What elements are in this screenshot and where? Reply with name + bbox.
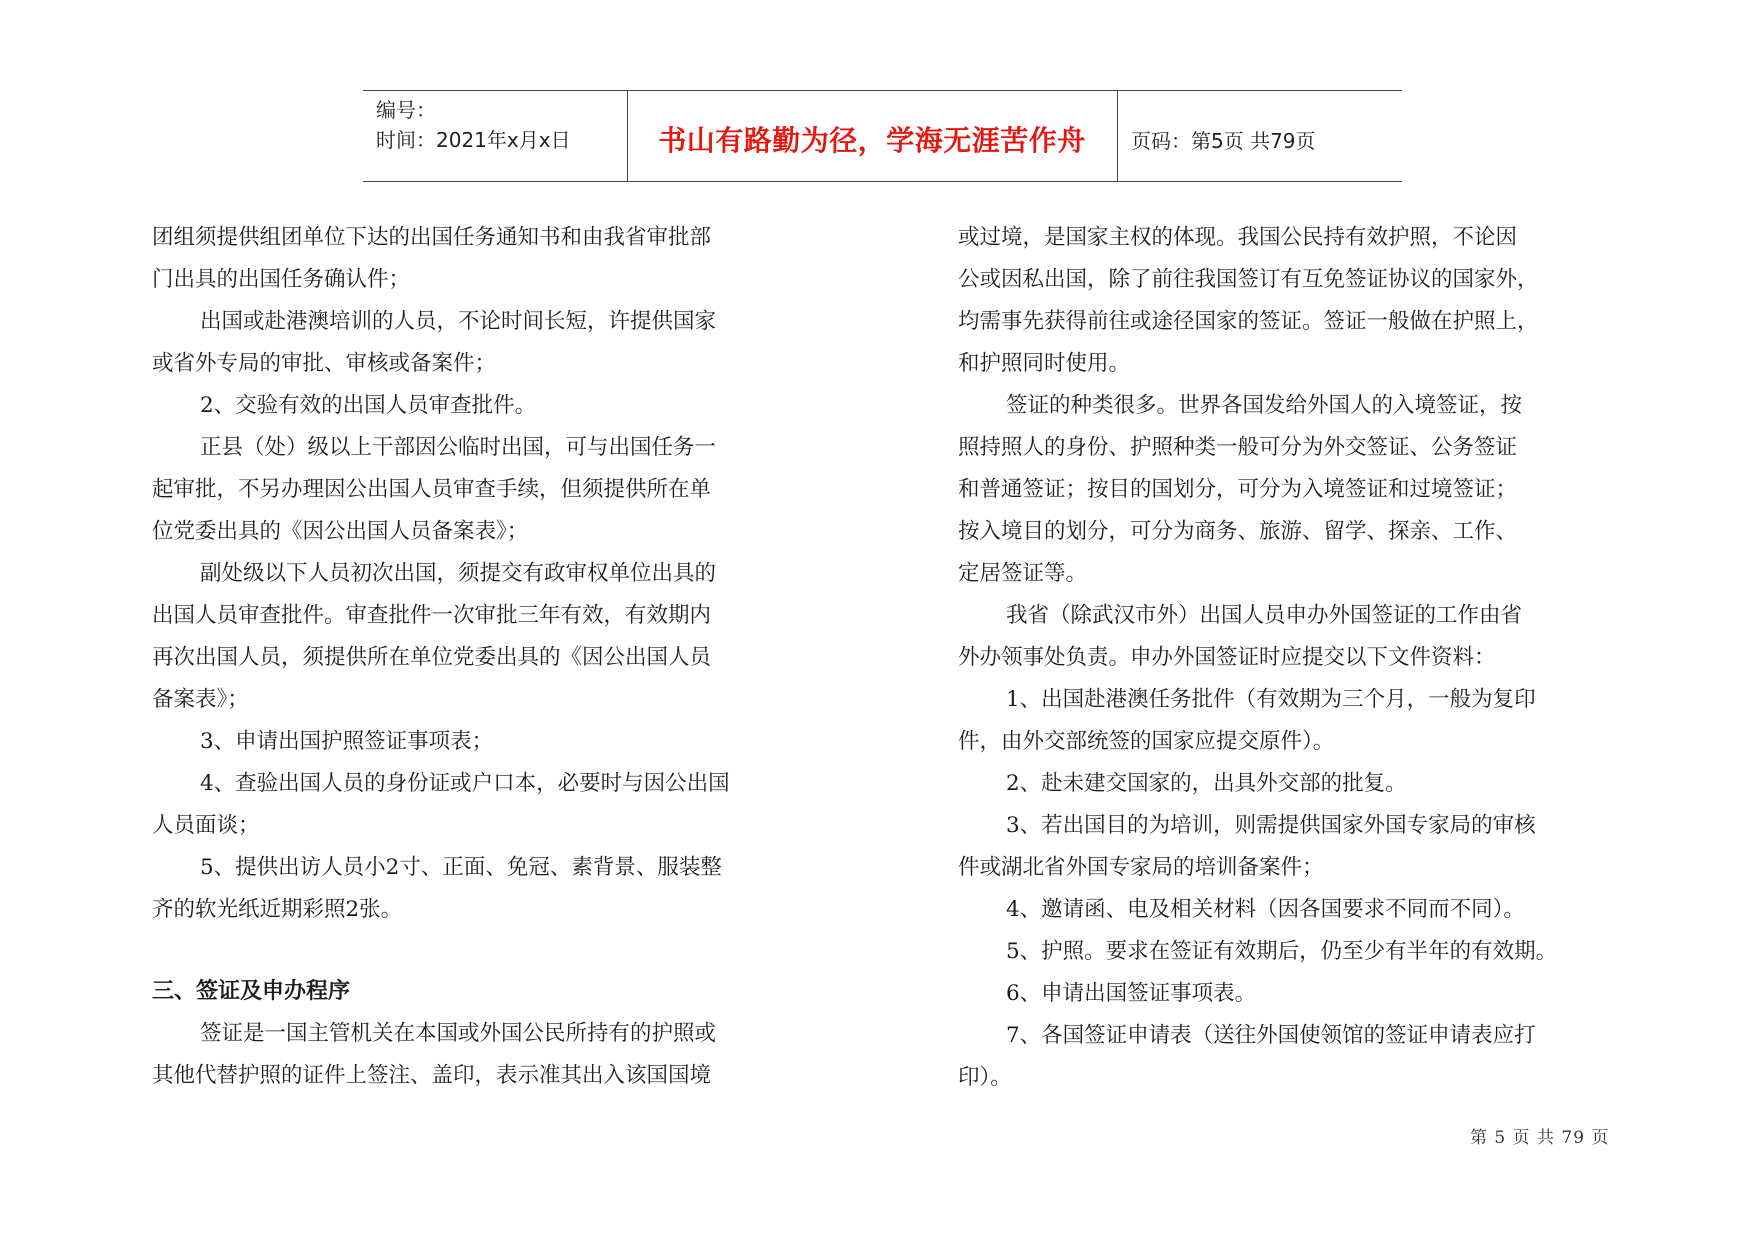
- paragraph-line: 4、邀请函、电及相关材料（因各国要求不同而不同）。: [1006, 897, 1525, 922]
- document-number-label: 编号：: [376, 98, 436, 122]
- paragraph-line: 定居签证等。: [958, 561, 1088, 586]
- paragraph-line: 件，由外交部统签的国家应提交原件）。: [958, 729, 1335, 754]
- page-header: [363, 90, 1402, 182]
- header-motto: 书山有路勤为径，学海无涯苦作舟: [658, 124, 1086, 157]
- paragraph-line: 签证是一国主管机关在本国或外国公民所持有的护照或: [200, 1021, 717, 1046]
- paragraph-line: 3、若出国目的为培训，则需提供国家外国专家局的审核: [1006, 813, 1536, 838]
- paragraph-line: 5、提供出访人员小2寸、正面、免冠、素背景、服装整: [200, 855, 722, 880]
- paragraph-line: 正县（处）级以上干部因公临时出国，可与出国任务一: [200, 435, 717, 460]
- header-divider: [1117, 91, 1118, 181]
- paragraph-line: 位党委出具的《因公出国人员备案表》；: [152, 519, 529, 544]
- paragraph-line: 或过境，是国家主权的体现。我国公民持有效护照，不论因: [958, 225, 1518, 250]
- paragraph-line: 5、护照。要求在签证有效期后，仍至少有半年的有效期。: [1006, 939, 1558, 964]
- paragraph-line: 2、赴未建交国家的，出具外交部的批复。: [1006, 771, 1407, 796]
- paragraph-line: 签证的种类很多。世界各国发给外国人的入境签证，按: [1006, 393, 1523, 418]
- paragraph-line: 照持照人的身份、护照种类一般可分为外交签证、公务签证: [958, 435, 1518, 460]
- paragraph-line: 公或因私出国，除了前往我国签订有互免签证协议的国家外，: [958, 267, 1539, 292]
- paragraph-line: 4、查验出国人员的身份证或户口本，必要时与因公出国: [200, 771, 730, 796]
- paragraph-line: 其他代替护照的证件上签注、盖印，表示准其出入该国国境: [152, 1063, 712, 1088]
- paragraph-line: 外办领事处负责。申办外国签证时应提交以下文件资料：: [958, 645, 1496, 670]
- paragraph-line: 出国或赴港澳培训的人员，不论时间长短，许提供国家: [200, 309, 717, 334]
- paragraph-line: 和普通签证；按目的国划分，可分为入境签证和过境签证；: [958, 477, 1518, 502]
- paragraph-line: 件或湖北省外国专家局的培训备案件；: [958, 855, 1324, 880]
- header-meta: [376, 95, 571, 155]
- paragraph-line: 起审批，不另办理因公出国人员审查手续，但须提供所在单: [152, 477, 712, 502]
- paragraph-line: 备案表》；: [152, 687, 249, 712]
- left-text-column: [152, 217, 822, 1097]
- right-text-column: [958, 217, 1628, 1099]
- paragraph-line: 1、出国赴港澳任务批件（有效期为三个月，一般为复印: [1006, 687, 1536, 712]
- header-page-info: 页码：第5页 共79页: [1131, 128, 1316, 153]
- paragraph-line: 我省（除武汉市外）出国人员申办外国签证的工作由省: [1006, 603, 1523, 628]
- paragraph-line: 印）。: [958, 1065, 1012, 1090]
- paragraph-line: 均需事先获得前往或途径国家的签证。签证一般做在护照上，: [958, 309, 1539, 334]
- paragraph-line: 和护照同时使用。: [958, 351, 1131, 376]
- paragraph-line: 或省外专局的审批、审核或备案件；: [152, 351, 497, 376]
- paragraph-line: 2、交验有效的出国人员审查批件。: [200, 393, 537, 418]
- page-footer: 第 5 页 共 79 页: [1470, 1128, 1610, 1148]
- paragraph-line: 团组须提供组团单位下达的出国任务通知书和由我省审批部: [152, 225, 712, 250]
- paragraph-line: 人员面谈；: [152, 813, 260, 838]
- paragraph-line: 按入境目的划分，可分为商务、旅游、留学、探亲、工作、: [958, 519, 1518, 544]
- document-time: 时间：2021年x月x日: [376, 128, 571, 152]
- paragraph-line: 门出具的出国任务确认件；: [152, 267, 411, 292]
- paragraph-line: 3、申请出国护照签证事项表；: [200, 729, 494, 754]
- section-spacer: [152, 931, 822, 971]
- paragraph-line: 6、申请出国签证事项表。: [1006, 981, 1257, 1006]
- paragraph-line: 7、各国签证申请表（送往外国使领馆的签证申请表应打: [1006, 1023, 1536, 1048]
- paragraph-line: 再次出国人员，须提供所在单位党委出具的《因公出国人员: [152, 645, 712, 670]
- section-heading: 三、签证及申办程序: [152, 979, 351, 1004]
- paragraph-line: 副处级以下人员初次出国，须提交有政审权单位出具的: [200, 561, 717, 586]
- paragraph-line: 齐的软光纸近期彩照2张。: [152, 897, 403, 922]
- paragraph-line: 出国人员审查批件。审查批件一次审批三年有效，有效期内: [152, 603, 712, 628]
